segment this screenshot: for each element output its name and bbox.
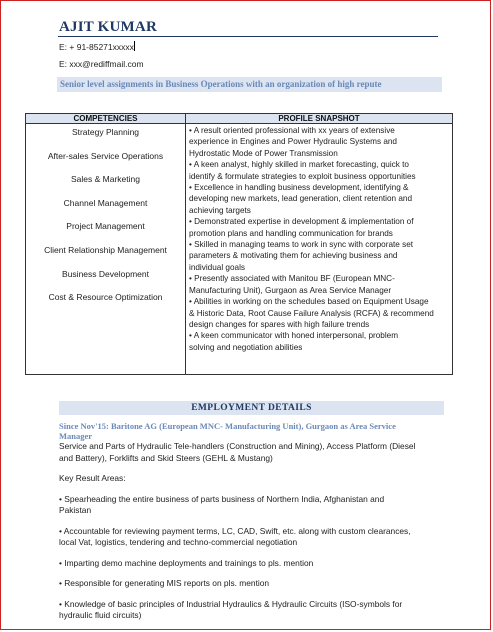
- career-objective-banner: Senior level assignments in Business Operations with an organization of high repute: [57, 77, 442, 92]
- snapshot-line: Hydrostatic Mode of Power Transmission: [189, 148, 338, 158]
- snapshot-line: • A keen communicator with honed interpersonal, problem: [189, 331, 399, 341]
- current-role-heading: Since Nov'15: Baritone AG (European MNC- Manufacturing Unit), Gurgaon as Area Service: [59, 421, 396, 431]
- snapshot-line: • Skilled in managing teams to work in sync with corporate set: [189, 240, 414, 250]
- snapshot-line: • Presently associated with Manitou BF (European MNC-: [189, 274, 395, 284]
- profile-snapshot-header: PROFILE SNAPSHOT: [186, 114, 453, 124]
- kra-item: • Imparting demo machine deployments and trainings to pls. mention: [59, 557, 314, 568]
- snapshot-line: design changes for spares with high failure trends: [189, 319, 370, 329]
- role-description-cont: and Battery), Forklifts and Skid Steers (GEHL & Mustang): [59, 452, 273, 463]
- competency-item: Client Relationship Management: [44, 244, 167, 255]
- role-description: Service and Parts of Hydraulic Tele-handlers (Construction and Mining), Access Platform (Diesel: [59, 441, 416, 451]
- competencies-cell: [26, 124, 186, 375]
- snapshot-line: promotion plans and handling communication for brands: [189, 228, 393, 238]
- snapshot-line: parameters & motivating them for achieving business and: [189, 251, 398, 261]
- competency-item: Channel Management: [63, 197, 148, 208]
- snapshot-line: • A keen analyst, highly skilled in market forecasting, quick to: [189, 160, 409, 170]
- snapshot-line: solving and negotiation abilities: [189, 342, 303, 352]
- phone-text: E: + 91-85271xxxxx: [59, 42, 134, 52]
- snapshot-line: identify & formulate strategies to exploit business opportunities: [189, 171, 416, 181]
- kra-item: • Knowledge of basic principles of Industrial Hydraulics & Hydraulic Circuits (ISO-symbols for: [59, 598, 403, 609]
- name-underline: [58, 36, 438, 37]
- competencies-header: COMPETENCIES: [26, 114, 186, 124]
- snapshot-line: experience in Engines and Power Hydraulic Systems and: [189, 137, 397, 147]
- competency-item: Cost & Resource Optimization: [48, 292, 163, 303]
- employment-details: [59, 421, 444, 622]
- candidate-name: AJIT KUMAR: [59, 19, 157, 35]
- kra-label: Key Result Areas:: [59, 473, 126, 483]
- competency-item: Business Development: [62, 268, 149, 279]
- competency-item: Sales & Marketing: [71, 174, 140, 185]
- snapshot-line: • Demonstrated expertise in development & implementation of: [189, 217, 414, 227]
- competency-item: Strategy Planning: [71, 127, 140, 137]
- snapshot-line: • Abilities in working on the schedules based on Equipment Usage: [189, 297, 429, 307]
- kra-item: • Responsible for generating MIS reports on pls. mention: [59, 578, 270, 588]
- text-cursor: [134, 41, 135, 51]
- email-line[interactable]: E: xxx@rediffmail.com: [59, 59, 144, 69]
- kra-item-cont: local Vat, logistics, tendering and techno-commercial negotiation: [59, 537, 298, 547]
- current-role-heading-cont: Manager: [59, 431, 93, 441]
- competency-item: After-sales Service Operations: [47, 150, 164, 161]
- kra-item: • Spearheading the entire business of parts business of Northern India, Afghanistan and: [59, 493, 385, 504]
- employment-section-header: EMPLOYMENT DETAILS: [59, 401, 444, 415]
- competency-item: Project Management: [66, 221, 145, 232]
- phone-line[interactable]: [59, 41, 135, 52]
- kra-item-cont: hydraulic fluid circuits): [59, 610, 142, 620]
- kra-item-cont: Pakistan: [59, 505, 92, 515]
- snapshot-line: achieving targets: [189, 205, 251, 215]
- profile-snapshot-cell: [186, 124, 453, 375]
- snapshot-line: developing new markets, lead generation, client retention and: [189, 194, 413, 204]
- snapshot-line: • A result oriented professional with xx years of extensive: [189, 126, 395, 135]
- snapshot-line: • Excellence in handling business development, identifying &: [189, 183, 409, 193]
- kra-item: • Accountable for reviewing payment terms, LC, CAD, Swift, etc. along with custom clearances,: [59, 525, 411, 536]
- snapshot-line: individual goals: [189, 262, 245, 272]
- competencies-table: [25, 113, 453, 375]
- snapshot-line: Manufacturing Unit), Gurgaon as Area Service Manager: [189, 285, 392, 295]
- snapshot-line: & Historic Data, Root Cause Failure Analysis (RCFA) & recommend: [189, 308, 434, 318]
